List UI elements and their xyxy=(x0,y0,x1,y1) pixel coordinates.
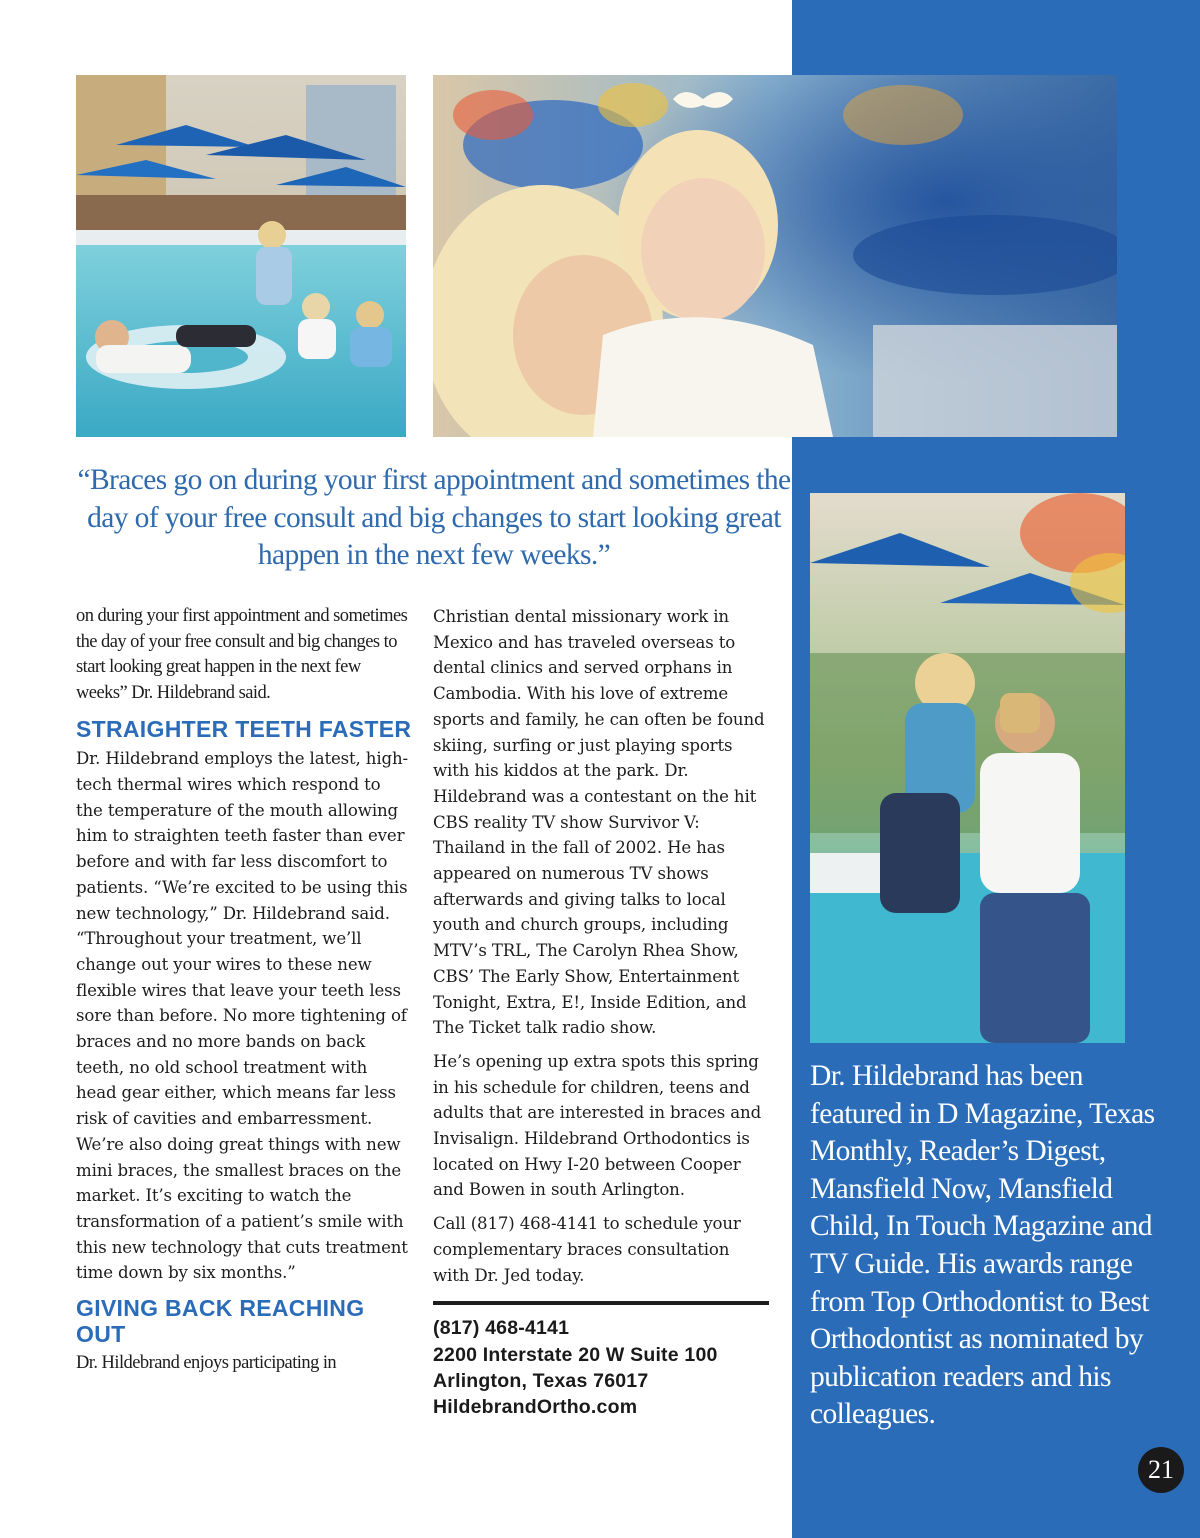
left-intro-paragraph: on during your first appointment and sometimes the day of your free consult and big changes to start looking great happen in the next few weeks” Dr. Hildebrand said. xyxy=(76,606,408,704)
heading-giving-back: GIVING BACK REACHING OUT xyxy=(76,1295,365,1347)
contact-website-link[interactable]: HildebrandOrtho.com xyxy=(433,1396,638,1419)
contact-phone[interactable]: (817) 468-4141 xyxy=(433,1317,570,1340)
giving-back-paragraph: Dr. Hildebrand enjoys participating in xyxy=(76,1353,337,1374)
father-son-photo xyxy=(810,493,1125,1043)
spring-spots-paragraph: He’s opening up extra spots this spring in his schedule for children, teens and adults that are interested in braces and Invisalign. Hildebrand Orthodontics is located on Hwy I-20 between Cooper and Bowen in south Arlington. xyxy=(433,1051,762,1200)
sidebar-features-text: Dr. Hildebrand has been featured in D Magazine, Texas Monthly, Reader’s Digest, Mansfield Now, Mansfield Child, In Touch Magazine and TV Guide. His awards range from Top Orthodontist to Best Orthodontist as nominated by publication readers and his colleagues. xyxy=(810,1060,1155,1431)
page-number-badge: 21 xyxy=(1138,1447,1184,1493)
pull-quote: “Braces go on during your first appointment and sometimes the day of your free consult and big changes to start looking great happen in the next few weeks.” xyxy=(77,464,791,571)
contact-address-line-1: 2200 Interstate 20 W Suite 100 xyxy=(433,1343,718,1366)
straighter-teeth-paragraph: Dr. Hildebrand employs the latest, high-tech thermal wires which respond to the temperature of the mouth allowing him to straighten teeth faster than ever before and with far less discomfort to patients. “We’re excited to be using this new technology,” Dr. Hildebrand said. “Throughout your treatment, we’ll change out your wires to these new flexible wires that leave your teeth less sore than before. No more tightening of braces and no more bands on back teeth, no old school treatment with head gear either, which means far less risk of cavities and embarressment. We’re also doing great things with new mini braces, the smallest braces on the market. It’s exciting to watch the transformation of a patient’s smile with this new technology that cuts treatment time down by six months.” xyxy=(76,749,408,1283)
family-pool-photo xyxy=(76,75,406,437)
middle-column xyxy=(433,604,769,1420)
mother-daughter-photo xyxy=(433,75,1117,437)
left-column xyxy=(76,604,412,1377)
contact-block xyxy=(433,1315,769,1420)
heading-straighter-teeth: STRAIGHTER TEETH FASTER xyxy=(76,715,412,742)
contact-address-line-2: Arlington, Texas 76017 xyxy=(433,1369,649,1392)
missionary-paragraph: Christian dental missionary work in Mexico and has traveled overseas to dental clinics and served orphans in Cambodia. With his love of extreme sports and family, he can often be found skiing, surfing or just playing sports with his kiddos at the park. Dr. Hildebrand was a contestant on the hit CBS reality TV show Survivor V: Thailand in the fall of 2002. He has appeared on numerous TV shows afterwards and giving talks to local youth and church groups, including MTV’s TRL, The Carolyn Rhea Show, CBS’ The Early Show, Entertainment Tonight, Extra, E!, Inside Edition, and The Ticket talk radio show. xyxy=(433,607,765,1038)
call-to-action-paragraph: Call (817) 468-4141 to schedule your complementary braces consultation with Dr. Jed today. xyxy=(433,1214,741,1285)
contact-divider xyxy=(433,1301,769,1305)
